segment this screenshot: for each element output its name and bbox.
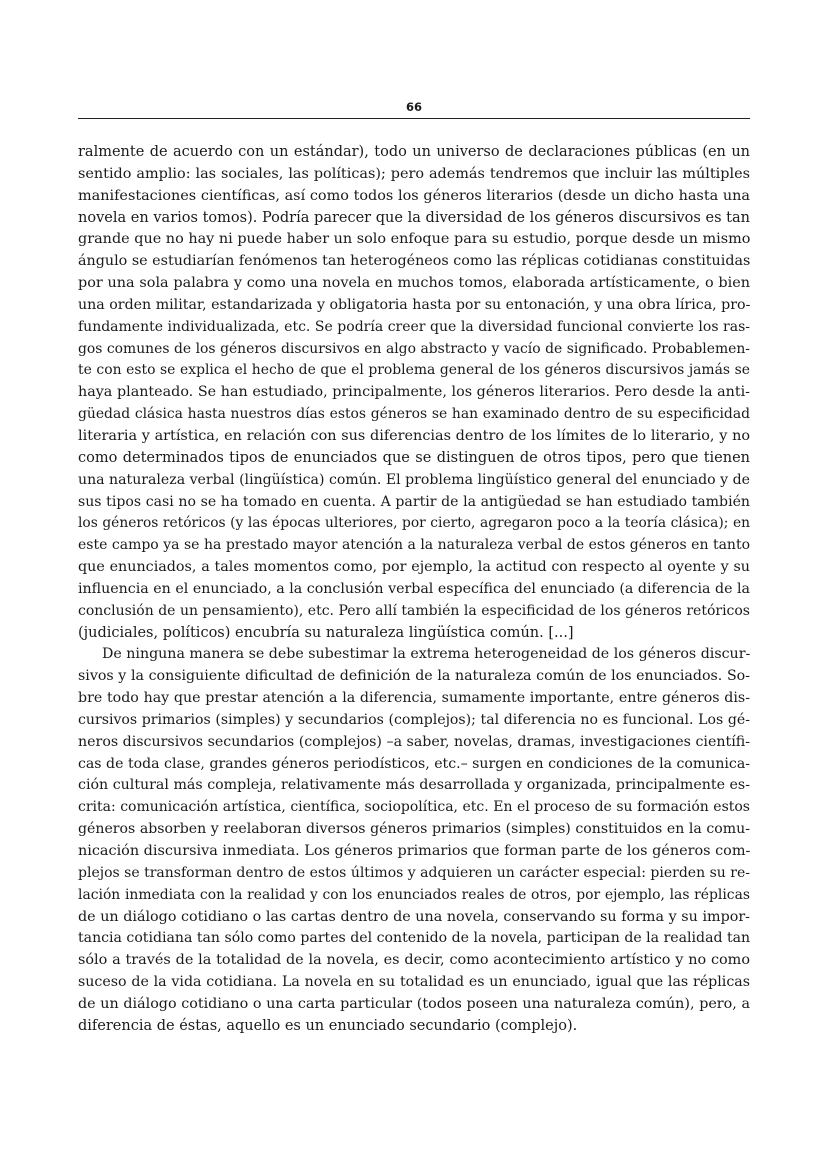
text-line: tancia cotidiana tan sólo como partes del contenido de la novela, participan de la realidad tan [78,930,751,947]
text-line: conclusión de un pensamiento), etc. Pero allí también la especificidad de los géneros retóricos [78,602,750,619]
text-line: influencia en el enunciado, a la conclusión verbal específica del enunciado (a diferencia de la [78,580,750,597]
text-line: ángulo se estudiarían fenómenos tan heterogéneos como las réplicas cotidianas constituidas [78,253,751,270]
page-header [78,98,750,119]
text-line: sólo a través de la totalidad de la novela, es decir, como acontecimiento artístico y no como [78,952,750,969]
text-line: sentido amplio: las sociales, las políticas); pero además tendremos que incluir las múltiples [78,165,750,182]
text-line: que enunciados, a tales momentos como, por ejemplo, la actitud con respecto al oyente y su [78,559,750,576]
text-line: sivos y la consiguiente dificultad de definición de la naturaleza común de los enunciados. So- [78,668,750,685]
text-line: sus tipos casi no se ha tomado en cuenta. A partir de la antigüedad se han estudiado también [78,493,750,510]
text-line: lación inmediata con la realidad y con los enunciados reales de otros, por ejemplo, las réplicas [78,886,750,903]
paragraph-1 [78,142,750,644]
text-line: nicación discursiva inmediata. Los géneros primarios que forman parte de los géneros com- [78,843,751,859]
text-line: plejos se transforman dentro de estos últimos y adquieren un carácter especial: pierden su re- [78,864,750,881]
text-line: (judiciales, políticos) encubría su naturaleza lingüística común. [...] [78,624,574,641]
text-line: una naturaleza verbal (lingüística) común. El problema lingüístico general del enunciado y de [78,471,750,488]
text-line: grande que no hay ni puede haber un solo enfoque para su estudio, porque desde un mismo [78,231,751,248]
text-line: te con esto se explica el hecho de que el problema general de los géneros discursivos jamás se [78,362,750,379]
text-line: crita: comunicación artística, científica, sociopolítica, etc. En el proceso de su formación estos [78,799,750,816]
text-line: neros discursivos secundarios (complejos) –a saber, novelas, dramas, investigaciones científi- [78,733,750,750]
text-line: de un diálogo cotidiano o las cartas dentro de una novela, conservando su forma y su impor- [78,908,750,925]
text-line: De ninguna manera se debe subestimar la extrema heterogeneidad de los géneros discur- [102,646,751,663]
text-line: de un diálogo cotidiano o una carta particular (todos poseen una naturaleza común), pero, a [78,995,750,1012]
text-line: bre todo hay que prestar atención a la diferencia, sumamente importante, entre géneros dis- [78,690,750,707]
text-line: fundamente individualizada, etc. Se podría creer que la diversidad funcional convierte los ras- [78,318,750,335]
text-line: novela en varios tomos). Podría parecer que la diversidad de los géneros discursivos es tan [78,209,750,226]
text-line: literaria y artística, en relación con sus diferencias dentro de los límites de lo literario, y no [78,427,750,444]
text-line: ción cultural más compleja, relativamente más desarrollada y organizada, principalmente es- [78,777,750,794]
text-line: cas de toda clase, grandes géneros periodísticos, etc.– surgen en condiciones de la comunica- [78,755,750,772]
text-line: diferencia de éstas, aquello es un enunciado secundario (complejo). [78,1017,578,1034]
text-line: cursivos primarios (simples) y secundarios (complejos); tal diferencia no es funcional. Los gé- [78,711,750,728]
body-text [78,142,750,1038]
text-line: gos comunes de los géneros discursivos en algo abstracto y vacío de significado. Probablemen- [78,340,750,357]
text-line: suceso de la vida cotidiana. La novela en su totalidad es un enunciado, igual que las réplicas [78,974,750,991]
text-line: como determinados tipos de enunciados que se distinguen de otros tipos, pero que tienen [78,449,750,466]
text-line: una orden militar, estandarizada y obligatoria hasta por su entonación, y una obra lírica, pro- [78,296,751,313]
text-line: güedad clásica hasta nuestros días estos géneros se han examinado dentro de su especificidad [78,406,750,423]
text-line: este campo ya se ha prestado mayor atención a la naturaleza verbal de estos géneros en tanto [78,537,750,554]
text-line: manifestaciones científicas, así como todos los géneros literarios (desde un dicho hasta una [78,187,750,204]
text-line: por una sola palabra y como una novela en muchos tomos, elaborada artísticamente, o bien [78,275,750,292]
text-line: los géneros retóricos (y las épocas ulteriores, por cierto, agregaron poco a la teoría clásica); en [78,515,750,532]
page-number: 66 [405,100,422,114]
text-line: ralmente de acuerdo con un estándar), todo un universo de declaraciones públicas (en un [78,144,750,160]
paragraph-2 [78,644,750,1037]
text-line: géneros absorben y reelaboran diversos géneros primarios (simples) constituidos en la comu- [78,821,750,838]
text-line: haya planteado. Se han estudiado, principalmente, los géneros literarios. Pero desde la anti- [78,384,750,401]
